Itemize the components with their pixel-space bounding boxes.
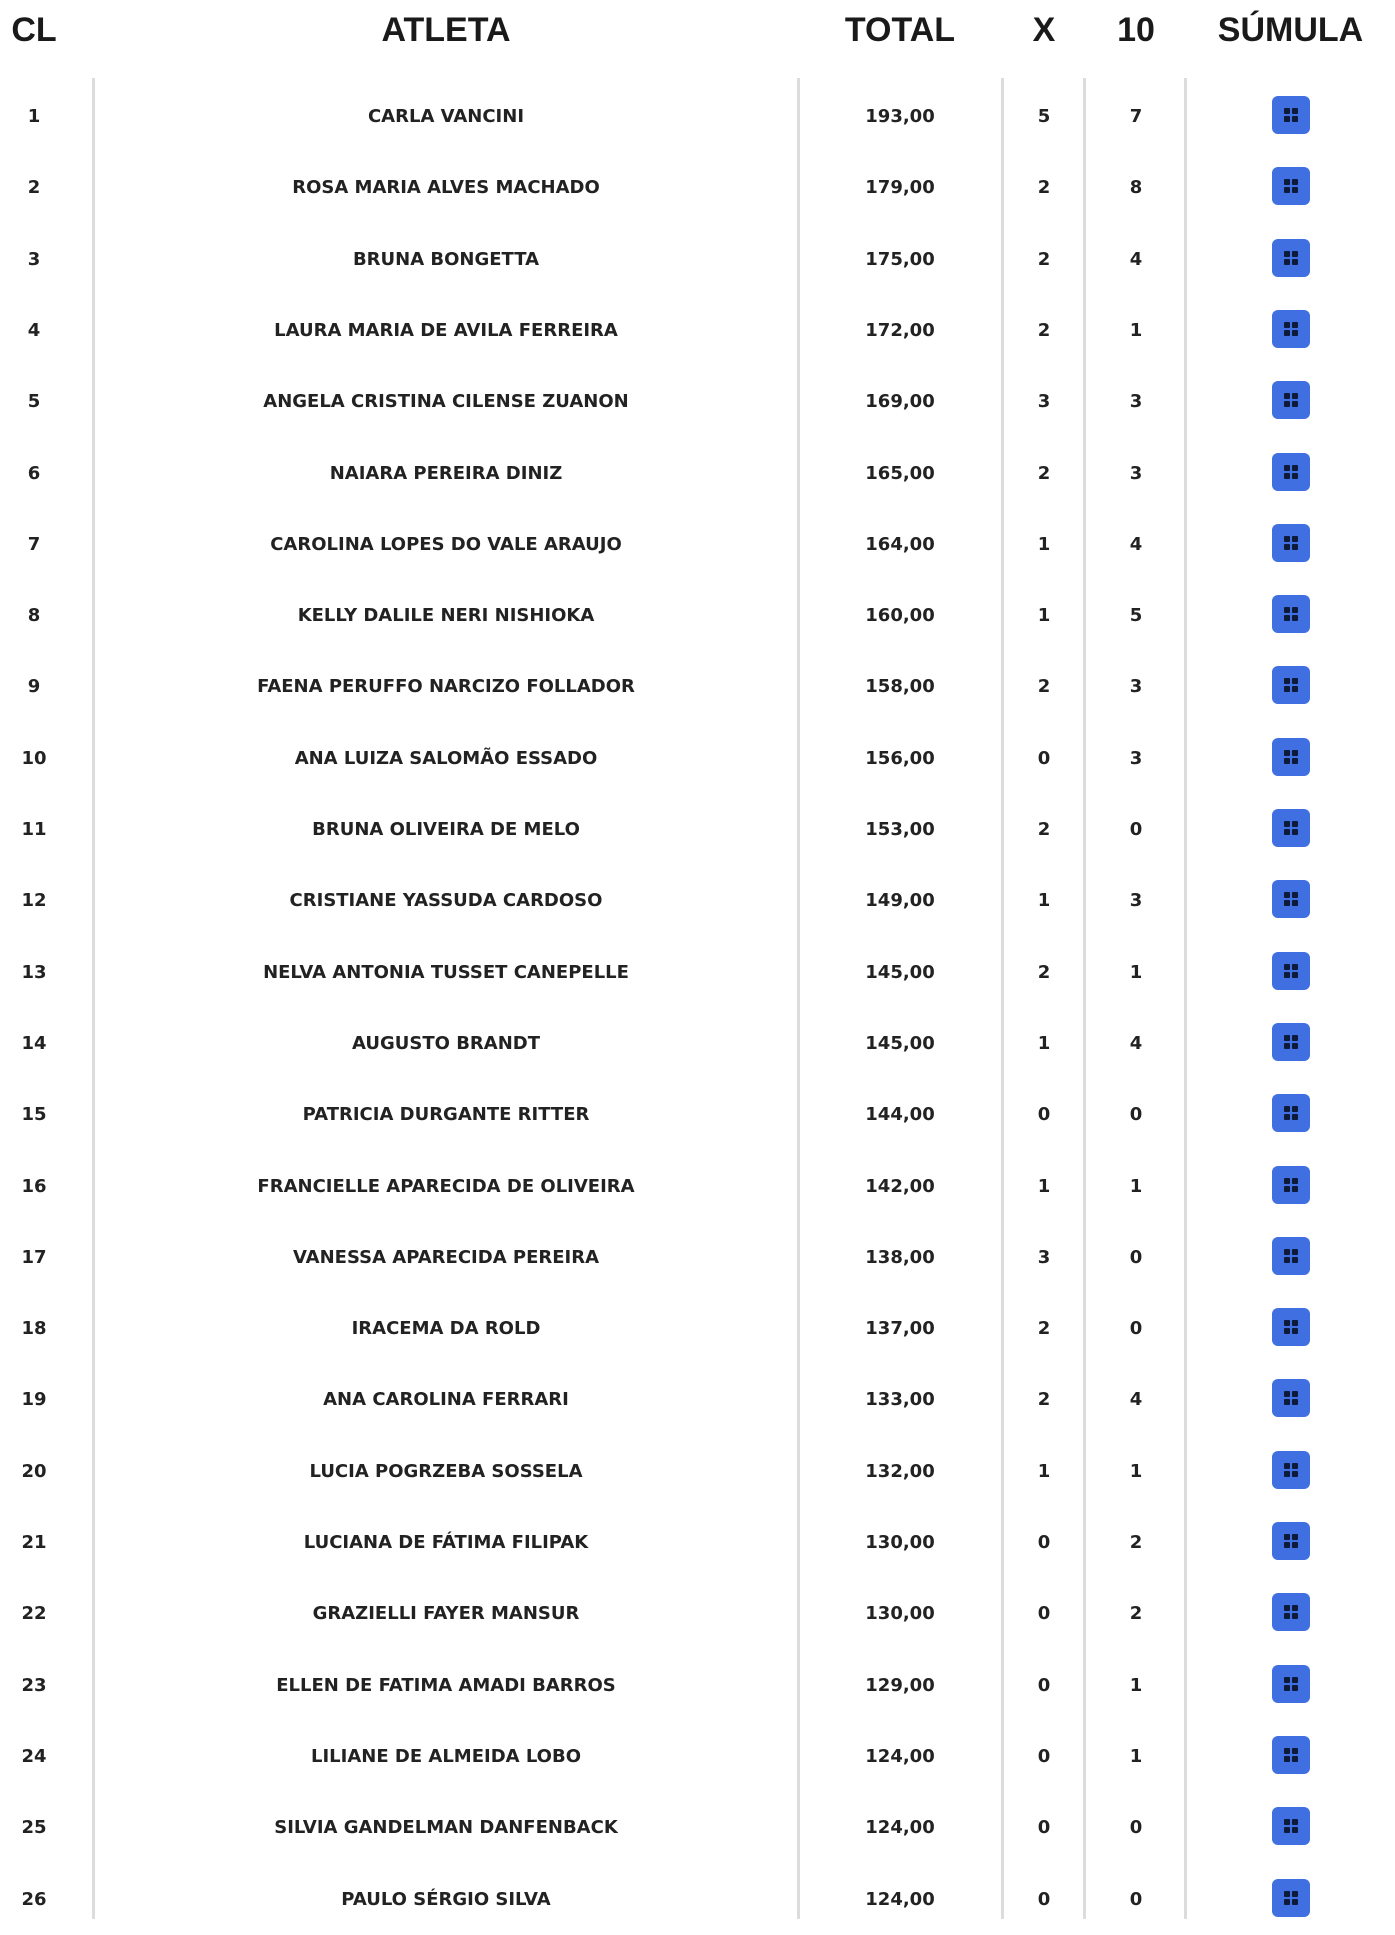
- sumula-cell: [1186, 1864, 1395, 1935]
- ten-count-cell: 4: [1129, 533, 1143, 555]
- athlete-name-cell: PATRICIA DURGANTE RITTER: [302, 1104, 590, 1126]
- grid-icon: [1284, 1391, 1298, 1405]
- rank-cell: 8: [27, 605, 41, 627]
- total-score-cell: 172,00: [865, 319, 935, 341]
- table-row: [0, 295, 1395, 366]
- grid-icon: [1284, 1677, 1298, 1691]
- rank-cell: 15: [21, 1104, 47, 1126]
- sumula-button[interactable]: [1272, 1023, 1310, 1061]
- x-count-cell: 2: [1037, 248, 1051, 270]
- sumula-cell: [1186, 1151, 1395, 1222]
- header-cl: CL: [11, 11, 57, 49]
- rank-cell: 6: [27, 462, 41, 484]
- sumula-cell: [1186, 81, 1395, 152]
- total-score-cell: 142,00: [865, 1175, 935, 1197]
- grid-icon: [1284, 1035, 1298, 1049]
- sumula-button[interactable]: [1272, 524, 1310, 562]
- athlete-name-cell: BRUNA OLIVEIRA DE MELO: [312, 819, 580, 840]
- grid-icon: [1284, 1891, 1298, 1905]
- sumula-button[interactable]: [1272, 1094, 1310, 1132]
- grid-icon: [1284, 1605, 1298, 1619]
- rank-cell: 5: [27, 391, 41, 413]
- table-row: [0, 438, 1395, 509]
- x-count-cell: 0: [1037, 1532, 1051, 1553]
- x-count-cell: 2: [1037, 961, 1051, 983]
- sumula-cell: [1186, 865, 1395, 936]
- ten-count-cell: 3: [1129, 676, 1143, 698]
- total-score-cell: 130,00: [865, 1532, 935, 1553]
- table-row: [0, 366, 1395, 437]
- grid-icon: [1284, 536, 1298, 550]
- sumula-cell: [1186, 1650, 1395, 1721]
- table-row: [0, 1578, 1395, 1649]
- ten-count-cell: 1: [1129, 1745, 1143, 1767]
- sumula-cell: [1186, 1436, 1395, 1507]
- sumula-button[interactable]: [1272, 1451, 1310, 1489]
- rank-cell: 26: [21, 1888, 47, 1910]
- ten-count-cell: 3: [1129, 747, 1143, 769]
- x-count-cell: 0: [1037, 1603, 1051, 1625]
- table-row: [0, 580, 1395, 651]
- total-score-cell: 175,00: [865, 248, 935, 270]
- athlete-name-cell: LUCIA POGRZEBA SOSSELA: [309, 1460, 583, 1482]
- x-count-cell: 1: [1037, 1460, 1051, 1482]
- total-score-cell: 133,00: [865, 1389, 935, 1411]
- athlete-name-cell: FAENA PERUFFO NARCIZO FOLLADOR: [257, 676, 635, 698]
- grid-icon: [1284, 750, 1298, 764]
- sumula-button[interactable]: [1272, 809, 1310, 847]
- grid-icon: [1284, 1534, 1298, 1548]
- table-row: [0, 1864, 1395, 1935]
- x-count-cell: 0: [1037, 747, 1051, 769]
- sumula-cell: [1186, 1507, 1395, 1578]
- sumula-button[interactable]: [1272, 1807, 1310, 1845]
- ten-count-cell: 0: [1129, 1246, 1143, 1268]
- table-row: [0, 224, 1395, 295]
- rank-cell: 24: [21, 1745, 47, 1767]
- sumula-button[interactable]: [1272, 1522, 1310, 1560]
- sumula-button[interactable]: [1272, 167, 1310, 205]
- table-row: [0, 794, 1395, 865]
- total-score-cell: 132,00: [865, 1460, 935, 1482]
- athlete-name-cell: NELVA ANTONIA TUSSET CANEPELLE: [263, 961, 629, 983]
- total-score-cell: 193,00: [865, 106, 935, 127]
- ten-count-cell: 1: [1129, 1674, 1143, 1696]
- x-count-cell: 0: [1037, 1888, 1051, 1910]
- athlete-name-cell: LAURA MARIA DE AVILA FERREIRA: [274, 319, 618, 341]
- sumula-cell: [1186, 509, 1395, 580]
- sumula-cell: [1186, 152, 1395, 223]
- athlete-name-cell: LILIANE DE ALMEIDA LOBO: [311, 1745, 581, 1767]
- table-row: [0, 651, 1395, 722]
- sumula-cell: [1186, 580, 1395, 651]
- ten-count-cell: 0: [1129, 1817, 1143, 1839]
- ten-count-cell: 0: [1129, 819, 1143, 840]
- ten-count-cell: 3: [1129, 890, 1143, 912]
- athlete-name-cell: ANA LUIZA SALOMÃO ESSADO: [294, 747, 598, 769]
- table-row: [0, 937, 1395, 1008]
- sumula-button[interactable]: [1272, 310, 1310, 348]
- grid-icon: [1284, 1748, 1298, 1762]
- athlete-name-cell: PAULO SÉRGIO SILVA: [341, 1888, 551, 1910]
- total-score-cell: 153,00: [865, 819, 935, 840]
- x-count-cell: 5: [1037, 106, 1051, 127]
- athlete-name-cell: FRANCIELLE APARECIDA DE OLIVEIRA: [257, 1175, 635, 1197]
- athlete-name-cell: ROSA MARIA ALVES MACHADO: [292, 177, 600, 199]
- x-count-cell: 3: [1037, 391, 1051, 413]
- rank-cell: 14: [21, 1032, 47, 1054]
- sumula-cell: [1186, 651, 1395, 722]
- grid-icon: [1284, 251, 1298, 265]
- header-sumula: SÚMULA: [1217, 11, 1364, 49]
- total-score-cell: 158,00: [865, 676, 935, 698]
- rank-cell: 10: [21, 747, 47, 769]
- athlete-name-cell: AUGUSTO BRANDT: [352, 1032, 540, 1054]
- sumula-cell: [1186, 1578, 1395, 1649]
- table-row: [0, 509, 1395, 580]
- x-count-cell: 0: [1037, 1674, 1051, 1696]
- rank-cell: 16: [21, 1175, 47, 1197]
- ten-count-cell: 3: [1129, 462, 1143, 484]
- total-score-cell: 137,00: [865, 1318, 935, 1340]
- x-count-cell: 0: [1037, 1745, 1051, 1767]
- ten-count-cell: 0: [1129, 1104, 1143, 1126]
- rank-cell: 13: [21, 961, 47, 983]
- sumula-button[interactable]: [1272, 880, 1310, 918]
- athlete-name-cell: IRACEMA DA ROLD: [351, 1318, 541, 1340]
- sumula-cell: [1186, 295, 1395, 366]
- grid-icon: [1284, 678, 1298, 692]
- table-row: [0, 1507, 1395, 1578]
- sumula-button[interactable]: [1272, 453, 1310, 491]
- athlete-name-cell: LUCIANA DE FÁTIMA FILIPAK: [303, 1532, 589, 1553]
- total-score-cell: 129,00: [865, 1674, 935, 1696]
- ten-count-cell: 5: [1129, 605, 1143, 627]
- sumula-cell: [1186, 723, 1395, 794]
- ten-count-cell: 2: [1129, 1532, 1143, 1553]
- sumula-button[interactable]: [1272, 239, 1310, 277]
- sumula-button[interactable]: [1272, 1736, 1310, 1774]
- ten-count-cell: 4: [1129, 1032, 1143, 1054]
- table-row: [0, 1792, 1395, 1863]
- sumula-button[interactable]: [1272, 1665, 1310, 1703]
- total-score-cell: 145,00: [865, 961, 935, 983]
- total-score-cell: 179,00: [865, 177, 935, 199]
- grid-icon: [1284, 1106, 1298, 1120]
- athlete-name-cell: BRUNA BONGETTA: [352, 248, 540, 270]
- sumula-cell: [1186, 224, 1395, 295]
- rank-cell: 12: [21, 890, 47, 912]
- x-count-cell: 2: [1037, 177, 1051, 199]
- rank-cell: 3: [27, 248, 41, 270]
- total-score-cell: 138,00: [865, 1246, 935, 1268]
- sumula-button[interactable]: [1272, 96, 1310, 134]
- table-row: [0, 723, 1395, 794]
- x-count-cell: 1: [1037, 1175, 1051, 1197]
- total-score-cell: 149,00: [865, 890, 935, 912]
- ten-count-cell: 7: [1129, 106, 1143, 127]
- athlete-name-cell: NAIARA PEREIRA DINIZ: [329, 462, 563, 484]
- rank-cell: 4: [27, 319, 41, 341]
- grid-icon: [1284, 108, 1298, 122]
- total-score-cell: 130,00: [865, 1603, 935, 1625]
- table-row: [0, 1079, 1395, 1150]
- sumula-cell: [1186, 794, 1395, 865]
- total-score-cell: 165,00: [865, 462, 935, 484]
- sumula-cell: [1186, 1293, 1395, 1364]
- ten-count-cell: 4: [1129, 248, 1143, 270]
- x-count-cell: 1: [1037, 890, 1051, 912]
- table-row: [0, 81, 1395, 152]
- header-atleta: ATLETA: [381, 11, 511, 49]
- athlete-name-cell: CARLA VANCINI: [367, 106, 525, 127]
- athlete-name-cell: CRISTIANE YASSUDA CARDOSO: [289, 890, 603, 912]
- athlete-name-cell: ANA CAROLINA FERRARI: [323, 1389, 569, 1411]
- ten-count-cell: 0: [1129, 1318, 1143, 1340]
- header-ten: 10: [1117, 11, 1155, 49]
- sumula-button[interactable]: [1272, 738, 1310, 776]
- ten-count-cell: 1: [1129, 1460, 1143, 1482]
- athlete-name-cell: ELLEN DE FATIMA AMADI BARROS: [276, 1674, 616, 1696]
- rank-cell: 2: [27, 177, 41, 199]
- ten-count-cell: 8: [1129, 177, 1143, 199]
- sumula-button[interactable]: [1272, 1879, 1310, 1917]
- x-count-cell: 2: [1037, 1318, 1051, 1340]
- rank-cell: 23: [21, 1674, 47, 1696]
- x-count-cell: 2: [1037, 819, 1051, 840]
- grid-icon: [1284, 821, 1298, 835]
- rank-cell: 9: [27, 676, 41, 698]
- sumula-cell: [1186, 937, 1395, 1008]
- total-score-cell: 145,00: [865, 1032, 935, 1054]
- sumula-cell: [1186, 366, 1395, 437]
- grid-icon: [1284, 1463, 1298, 1477]
- sumula-cell: [1186, 1721, 1395, 1792]
- table-row: [0, 1222, 1395, 1293]
- grid-icon: [1284, 1320, 1298, 1334]
- sumula-button[interactable]: [1272, 1593, 1310, 1631]
- sumula-cell: [1186, 1008, 1395, 1079]
- grid-icon: [1284, 607, 1298, 621]
- sumula-button[interactable]: [1272, 666, 1310, 704]
- grid-icon: [1284, 322, 1298, 336]
- x-count-cell: 2: [1037, 676, 1051, 698]
- rank-cell: 22: [21, 1603, 47, 1625]
- ten-count-cell: 3: [1129, 391, 1143, 413]
- total-score-cell: 144,00: [865, 1104, 935, 1126]
- ten-count-cell: 0: [1129, 1888, 1143, 1910]
- grid-icon: [1284, 964, 1298, 978]
- sumula-cell: [1186, 438, 1395, 509]
- rank-cell: 7: [27, 533, 41, 555]
- sumula-button[interactable]: [1272, 952, 1310, 990]
- x-count-cell: 3: [1037, 1246, 1051, 1268]
- total-score-cell: 124,00: [865, 1888, 935, 1910]
- x-count-cell: 1: [1037, 1032, 1051, 1054]
- grid-icon: [1284, 465, 1298, 479]
- rank-cell: 21: [21, 1532, 47, 1553]
- rank-cell: 20: [21, 1460, 47, 1482]
- rank-cell: 18: [21, 1318, 47, 1340]
- rank-cell: 17: [21, 1246, 47, 1268]
- athlete-name-cell: KELLY DALILE NERI NISHIOKA: [297, 605, 595, 627]
- ten-count-cell: 1: [1129, 961, 1143, 983]
- sumula-button[interactable]: [1272, 595, 1310, 633]
- table-row: [0, 1721, 1395, 1792]
- sumula-cell: [1186, 1222, 1395, 1293]
- rank-cell: 1: [27, 106, 41, 127]
- sumula-button[interactable]: [1272, 1308, 1310, 1346]
- grid-icon: [1284, 892, 1298, 906]
- table-row: [0, 152, 1395, 223]
- ten-count-cell: 1: [1129, 319, 1143, 341]
- total-score-cell: 160,00: [865, 605, 935, 627]
- table-row: [0, 1436, 1395, 1507]
- table-row: [0, 1293, 1395, 1364]
- grid-icon: [1284, 393, 1298, 407]
- grid-icon: [1284, 1249, 1298, 1263]
- grid-icon: [1284, 1819, 1298, 1833]
- total-score-cell: 156,00: [865, 747, 935, 769]
- rank-cell: 19: [21, 1389, 47, 1411]
- sumula-cell: [1186, 1364, 1395, 1435]
- x-count-cell: 2: [1037, 319, 1051, 341]
- rank-cell: 11: [21, 819, 47, 840]
- x-count-cell: 0: [1037, 1104, 1051, 1126]
- sumula-cell: [1186, 1079, 1395, 1150]
- x-count-cell: 1: [1037, 605, 1051, 627]
- table-row: [0, 1650, 1395, 1721]
- table-header: [0, 0, 1395, 70]
- sumula-button[interactable]: [1272, 381, 1310, 419]
- athlete-name-cell: SILVIA GANDELMAN DANFENBACK: [274, 1817, 618, 1839]
- x-count-cell: 0: [1037, 1817, 1051, 1839]
- grid-icon: [1284, 1178, 1298, 1192]
- sumula-cell: [1186, 1792, 1395, 1863]
- grid-icon: [1284, 179, 1298, 193]
- table-row: [0, 1008, 1395, 1079]
- athlete-name-cell: GRAZIELLI FAYER MANSUR: [312, 1603, 580, 1625]
- total-score-cell: 124,00: [865, 1745, 935, 1767]
- header-total: TOTAL: [844, 11, 956, 49]
- x-count-cell: 2: [1037, 1389, 1051, 1411]
- athlete-name-cell: ANGELA CRISTINA CILENSE ZUANON: [263, 391, 629, 413]
- table-row: [0, 1151, 1395, 1222]
- sumula-button[interactable]: [1272, 1379, 1310, 1417]
- sumula-button[interactable]: [1272, 1237, 1310, 1275]
- x-count-cell: 1: [1037, 533, 1051, 555]
- ten-count-cell: 2: [1129, 1603, 1143, 1625]
- ten-count-cell: 1: [1129, 1175, 1143, 1197]
- rank-cell: 25: [21, 1817, 47, 1839]
- total-score-cell: 124,00: [865, 1817, 935, 1839]
- x-count-cell: 2: [1037, 462, 1051, 484]
- ten-count-cell: 4: [1129, 1389, 1143, 1411]
- athlete-name-cell: CAROLINA LOPES DO VALE ARAUJO: [270, 533, 622, 555]
- header-x: X: [1032, 11, 1056, 49]
- athlete-name-cell: VANESSA APARECIDA PEREIRA: [292, 1246, 600, 1268]
- total-score-cell: 169,00: [865, 391, 935, 413]
- total-score-cell: 164,00: [865, 533, 935, 555]
- table-row: [0, 1364, 1395, 1435]
- sumula-button[interactable]: [1272, 1166, 1310, 1204]
- table-row: [0, 865, 1395, 936]
